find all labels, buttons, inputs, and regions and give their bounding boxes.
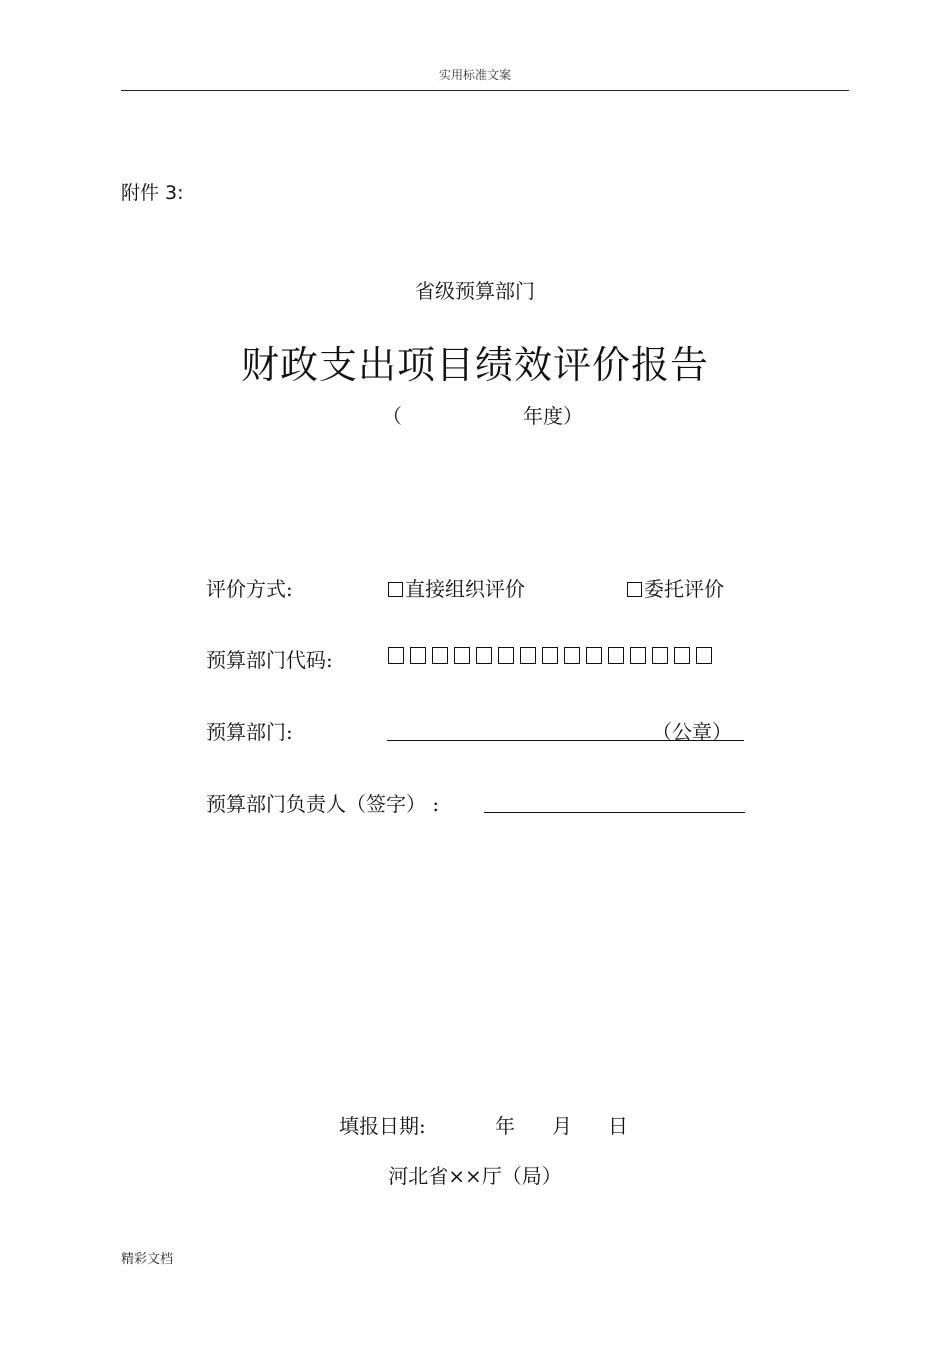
document-subtitle: 省级预算部门 [415,279,535,303]
dept-code-box[interactable] [630,647,646,664]
year-label: 年度） [523,404,583,428]
dept-code-box[interactable] [410,647,426,664]
page-footer: 精彩文档 [121,1252,174,1267]
fill-date-label: 填报日期: [339,1114,426,1138]
dept-code-box[interactable] [608,647,624,664]
dept-code-box[interactable] [454,647,470,664]
page-header: 实用标准文案 [438,68,511,82]
document-title: 财政支出项目绩效评价报告 [240,343,709,387]
issuing-authority: 河北省××厅（局） [388,1164,562,1188]
dept-code-boxes[interactable] [388,647,712,664]
leader-signature-label: 预算部门负责人（签字） : [206,792,440,816]
fill-date-month: 月 [552,1114,572,1138]
dept-code-box[interactable] [586,647,602,664]
dept-code-box[interactable] [652,647,668,664]
dept-code-box[interactable] [432,647,448,664]
dept-code-box[interactable] [476,647,492,664]
year-open-paren: （ [382,404,402,428]
eval-method-label: 评价方式: [206,577,293,601]
dept-code-box[interactable] [674,647,690,664]
dept-code-box[interactable] [498,647,514,664]
dept-code-box[interactable] [520,647,536,664]
direct-eval-checkbox[interactable] [388,582,403,597]
signature-field-line[interactable] [484,812,745,813]
dept-code-label: 预算部门代码: [206,648,333,672]
eval-option-entrusted[interactable] [627,573,724,602]
dept-code-box[interactable] [564,647,580,664]
dept-code-box[interactable] [542,647,558,664]
header-divider [121,90,849,91]
eval-option-direct[interactable] [388,573,525,602]
dept-code-box[interactable] [388,647,404,664]
fill-date-year: 年 [495,1114,515,1138]
entrusted-eval-checkbox[interactable] [627,582,642,597]
direct-eval-label: 直接组织评价 [405,577,525,601]
dept-code-box[interactable] [696,647,712,664]
fill-date-day: 日 [608,1114,628,1138]
entrusted-eval-label: 委托评价 [644,577,724,601]
dept-label: 预算部门: [206,720,293,744]
attachment-label: 附件 3: [121,182,184,204]
seal-label: （公章） [652,720,732,744]
